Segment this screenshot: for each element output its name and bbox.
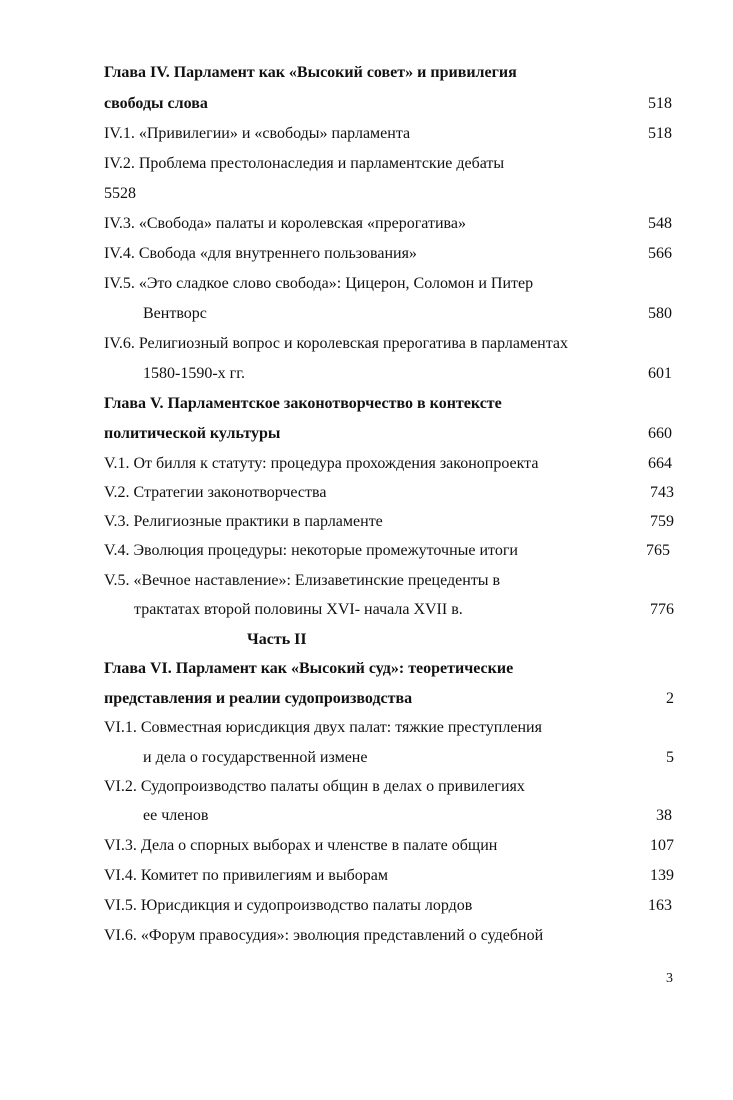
- section-6-2-line1: VI.2. Судопроизводство палаты общин в делах о привилегиях: [104, 778, 525, 795]
- section-6-2-line2: ее членов: [143, 807, 209, 824]
- section-4-3: IV.3. «Свобода» палаты и королевская «прерогатива»: [104, 215, 466, 232]
- section-6-4-page: 139: [650, 867, 674, 884]
- section-4-2-line1: IV.2. Проблема престолонаследия и парламентские дебаты: [104, 155, 505, 172]
- section-5-5-line1: V.5. «Вечное наставление»: Елизаветинские прецеденты в: [104, 572, 501, 589]
- section-6-6: VI.6. «Форум правосудия»: эволюция представлений о судебной: [104, 927, 544, 944]
- section-4-6-line2: 1580-1590-х гг.: [143, 365, 245, 382]
- section-6-1-line1: VI.1. Совместная юрисдикция двух палат: тяжкие преступления: [104, 719, 542, 736]
- section-4-1: IV.1. «Привилегии» и «свободы» парламента: [104, 125, 411, 142]
- section-5-5-page: 776: [650, 601, 674, 618]
- section-5-3-page: 759: [650, 513, 674, 530]
- section-4-5-line2: Вентворс: [143, 305, 207, 322]
- section-6-5-page: 163: [648, 897, 672, 914]
- section-4-5-line1: IV.5. «Это сладкое слово свобода»: Цицерон, Соломон и Питер: [104, 275, 534, 292]
- chapter-4-title-line1: Глава IV. Парламент как «Высокий совет» и привилегия: [104, 64, 517, 81]
- chapter-5-page: 660: [648, 425, 672, 442]
- section-6-2-page: 38: [656, 807, 672, 824]
- section-4-1-page: 518: [648, 125, 672, 142]
- section-4-4-page: 566: [648, 245, 672, 262]
- section-6-1-page: 5: [666, 749, 674, 766]
- section-4-5-page: 580: [648, 305, 672, 322]
- section-4-6-line1: IV.6. Религиозный вопрос и королевская прерогатива в парламентах: [104, 335, 569, 352]
- chapter-5-title-line2: политической культуры: [104, 425, 281, 442]
- page-number: 3: [666, 971, 673, 986]
- section-4-6-page: 601: [648, 365, 672, 382]
- section-6-3-page: 107: [650, 837, 674, 854]
- section-6-1-line2: и дела о государственной измене: [143, 749, 368, 766]
- section-5-2-page: 743: [650, 484, 674, 501]
- part-2-title: Часть II: [247, 631, 307, 648]
- chapter-6-page: 2: [666, 690, 674, 707]
- section-5-5-line2: трактатах второй половины XVI- начала XVII в.: [134, 601, 463, 618]
- chapter-4-title-line2: свободы слова: [104, 95, 208, 112]
- section-5-2: V.2. Стратегии законотворчества: [104, 484, 327, 501]
- section-6-5: VI.5. Юрисдикция и судопроизводство палаты лордов: [104, 897, 473, 914]
- section-4-3-page: 548: [648, 215, 672, 232]
- section-6-4: VI.4. Комитет по привилегиям и выборам: [104, 867, 388, 884]
- chapter-4-page: 518: [648, 95, 672, 112]
- section-5-4-page: 765: [646, 542, 670, 559]
- section-5-3: V.3. Религиозные практики в парламенте: [104, 513, 383, 530]
- section-5-1: V.1. От билля к статуту: процедура прохождения законопроекта: [104, 455, 539, 472]
- section-5-1-page: 664: [648, 455, 672, 472]
- chapter-6-title-line2: представления и реалии судопроизводства: [104, 690, 413, 707]
- section-6-3: VI.3. Дела о спорных выборах и членстве в палате общин: [104, 837, 498, 854]
- chapter-5-title-line1: Глава V. Парламентское законотворчество в контексте: [104, 395, 502, 412]
- chapter-6-title-line1: Глава VI. Парламент как «Высокий суд»: теоретические: [104, 660, 514, 677]
- section-4-2-line2: 5528: [104, 185, 136, 202]
- section-4-4: IV.4. Свобода «для внутреннего пользования»: [104, 245, 417, 262]
- section-5-4: V.4. Эволюция процедуры: некоторые промежуточные итоги: [104, 542, 518, 559]
